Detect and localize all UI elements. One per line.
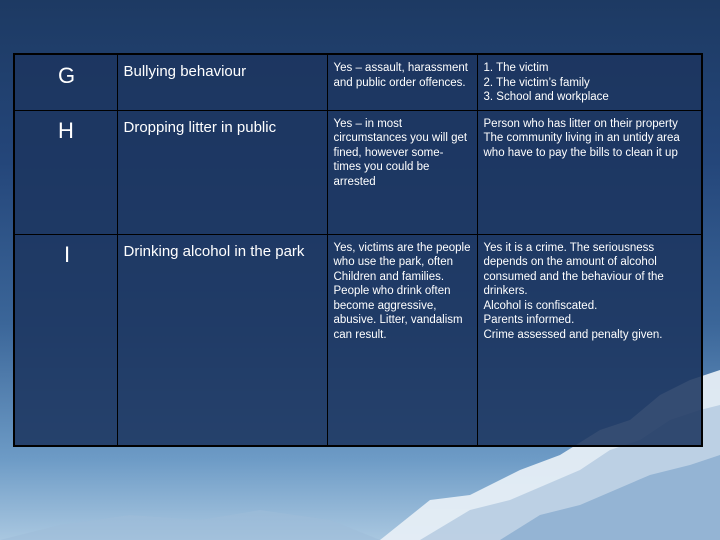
crime-text: Yes – in most circumstances you will get fined, however some- times you could be arrested xyxy=(333,117,468,188)
behaviour-cell xyxy=(117,54,327,110)
row-letter: I xyxy=(64,241,71,267)
affected-cell xyxy=(477,110,702,234)
affected-cell xyxy=(477,54,702,110)
behaviour-text: Drinking alcohol in the park xyxy=(123,242,305,260)
crime-text: Yes – assault, harassment and public order offences. xyxy=(333,62,468,89)
table-row xyxy=(14,54,702,110)
letter-cell xyxy=(14,54,117,110)
letter-cell xyxy=(14,110,117,234)
table-row xyxy=(14,110,702,234)
crime-cell xyxy=(327,54,477,110)
affected-text: Yes it is a crime. The seriousness depends on the amount of alcohol consumed and the behaviour of the drinkers. Alcohol is confiscated. Parents informed. Crime assessed and penalty given. xyxy=(483,241,664,341)
behaviour-text: Bullying behaviour xyxy=(123,63,247,80)
affected-text: 1. The victim 2. The victim’s family 3. School and workplace xyxy=(483,62,609,103)
letter-cell xyxy=(14,234,117,446)
table-row xyxy=(14,234,702,446)
affected-text: Person who has litter on their property The community living in an untidy area who have to pay the bills to clean it up xyxy=(483,117,680,159)
crime-cell xyxy=(327,234,477,446)
row-letter: G xyxy=(58,63,76,88)
row-letter: H xyxy=(58,117,74,143)
behaviour-cell xyxy=(117,110,327,234)
crime-cell xyxy=(327,110,477,234)
affected-cell xyxy=(477,234,702,446)
behaviour-text: Dropping litter in public xyxy=(123,118,277,136)
behaviour-cell xyxy=(117,234,327,446)
crime-text: Yes, victims are the people who use the park, often Children and families. People who drink often become aggressive, abusive. Litter, vandalism can result. xyxy=(333,241,471,341)
behaviour-table xyxy=(13,53,703,447)
